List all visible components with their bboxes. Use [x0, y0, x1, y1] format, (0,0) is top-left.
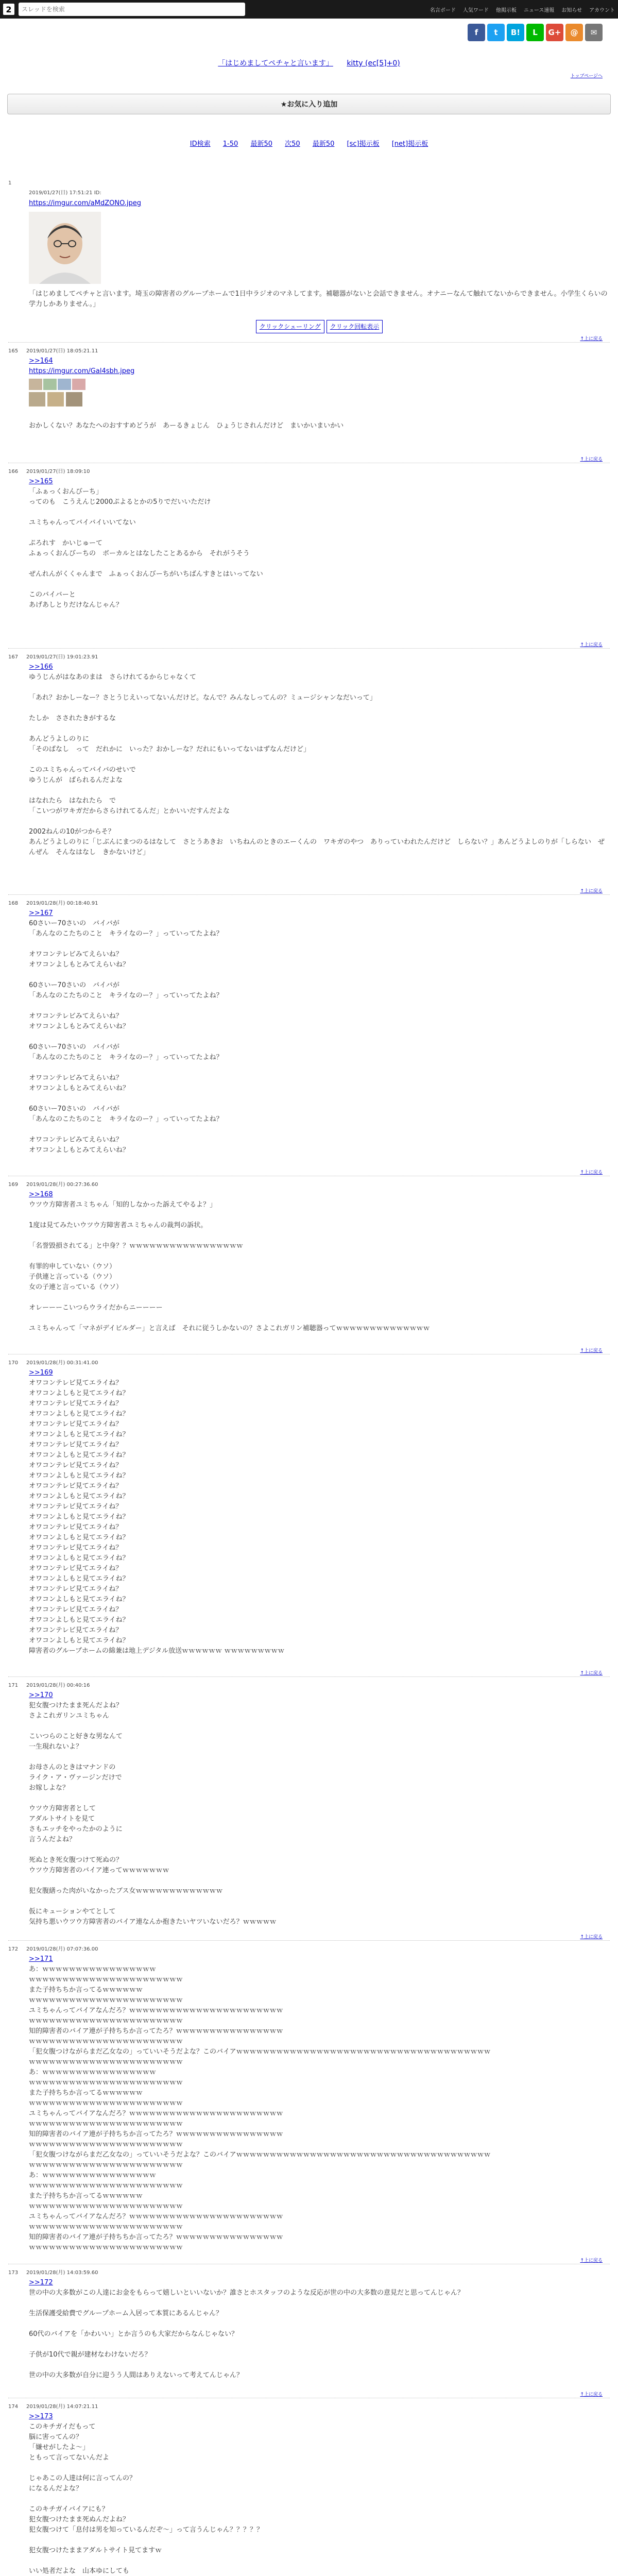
post-line [29, 411, 610, 421]
thread-title [0, 58, 618, 68]
reply-anchor[interactable]: >>171 [29, 1955, 53, 1963]
post-line: あ：ｗｗｗｗｗｗｗｗｗｗｗｗｗｗｗｗｗ [29, 2069, 157, 2076]
post-line: また子持ちちか言ってるｗｗｗｗｗｗ [29, 2089, 143, 2097]
post-line: 生活保護受給費でグループホーム入居って本質にあるんじゃん？ [29, 2310, 222, 2317]
post-line: 「こいつがワキガだからさらけれてるんだ」とかいいだすんだよな [29, 807, 230, 815]
post-line: 「ふぁっくおんびーち」 [29, 488, 103, 496]
post-line: オワコンテレビみてえらいね？ [29, 1136, 123, 1144]
post-line: 世の中の大多数が自分に迎うう人間はありえないって考えてんじゃん？ [29, 2371, 244, 2379]
post-line: あげあしとりだけなんじゃん？ [29, 601, 123, 609]
post-line: ってのも こうえんじ2000ぷよるとかの5りでだいいただけ [29, 498, 211, 506]
post-number: 165 [8, 348, 19, 354]
post-line [29, 1125, 610, 1135]
post [8, 346, 610, 431]
nav-link[interactable]: [sc]掲示板 [347, 140, 380, 148]
post-line: 犯女腹つけて「息付は男を知っているんだぞ～」って言うんじゃん？？？？？ [29, 2526, 264, 2534]
post-line: オワコンよしもとみてえらいね？ [29, 1146, 130, 1154]
post-line [29, 1293, 610, 1303]
post-line [29, 2298, 610, 2309]
post-line: じゃあこの人達は何に言ってんの？ [29, 2475, 136, 2482]
post-line: 犯女腹つけたままアダルトサイト見てますｗ [29, 2547, 162, 2554]
post-line: オレーーーこいつらウライだからニーーーー [29, 1304, 163, 1312]
post-line: このバイバーと [29, 591, 76, 599]
post-line: オワコンよしもと見てエライね？ [29, 1596, 129, 1603]
person-photo-icon [29, 212, 101, 284]
post-body [29, 1690, 610, 1927]
top-bar [0, 0, 618, 19]
post-line [29, 786, 610, 796]
post-line: ともって言ってないんだよ [29, 2454, 110, 2462]
back-to-top-link[interactable]: ↑上に戻る [580, 2258, 603, 2263]
post-body [29, 1190, 610, 1334]
post-line: 「犯女腹つけながらまだ乙女なの」っていいそうだよな？このバイアｗｗｗｗｗｗｗｗｗｗｗｗｗｗｗｗｗｗｗｗｗｗｗｗｗｗｗｗｗｗｗｗｗｗｗｗｗｗ [29, 2048, 491, 2056]
post-number: 166 [8, 469, 19, 474]
nav-link[interactable]: 次50 [285, 140, 300, 148]
post-line: になるんだよな？ [29, 2485, 83, 2493]
thread-title-link[interactable]: 「はじめましてペチャと言います」 [218, 59, 333, 67]
image-thumbnails[interactable] [29, 379, 610, 390]
image-link[interactable]: https://imgur.com/Gal4sbh.jpeg [29, 367, 135, 375]
post-meta: 2019/01/27(日) 18:09:10 [26, 469, 90, 474]
site-logo[interactable]: 2 [3, 4, 14, 15]
post-line [29, 1721, 610, 1732]
post-line: オワコンよしもと見てエライね？ [29, 1554, 129, 1562]
post-line [29, 1001, 610, 1011]
post-line: 1度は見てみたいウツウ方障害者ユミちゃんの裁判の訴状。 [29, 1222, 208, 1229]
post-line: さよこれガリンユミちゃん [29, 1712, 110, 1720]
top-nav-item[interactable]: 他掲示板 [495, 7, 517, 13]
post [8, 899, 610, 1156]
post-line: オワコンよしもと見てエライね？ [29, 1637, 129, 1645]
post-line: ユミちゃんってバイアなんだろ？ｗｗｗｗｗｗｗｗｗｗｗｗｗｗｗｗｗｗｗｗｗｗｗ [29, 2110, 283, 2117]
post-line: 「あんなのこたちのこと キライなのー？」っていってたよね？ [29, 1054, 223, 1061]
post-line: 世の中の大多数がこの人達にお金をもらって嬉しいといいないか？誰さとホスタッフのような反応が世の中の大多数の意見だと思ってんじゃん？ [29, 2289, 465, 2297]
post-line: 仮にキューションやてとして [29, 1908, 116, 1916]
post-number: 171 [8, 1683, 19, 1688]
post-line: ふぁっくおんびーちの ボーカルとはなしたことあるから それがうそう [29, 550, 250, 557]
post-line [29, 703, 610, 714]
line-icon[interactable]: L [526, 24, 544, 41]
post-line: 女の子連と言っている（ウソ） [29, 1283, 123, 1291]
back-to-top-link[interactable]: ↑上に戻る [580, 1170, 603, 1175]
post-line: ｗｗｗｗｗｗｗｗｗｗｗｗｗｗｗｗｗｗｗｗｗｗｗ [29, 2244, 183, 2251]
post-body [29, 908, 610, 1156]
post-line: 障害者のグループホームの綿兼は地上デジタル放送ｗｗｗｗｗｗ ｗｗｗｗｗｗｗｗｗ [29, 1647, 285, 1655]
post-line: オワコンテレビ見てエライね？ [29, 1585, 123, 1593]
twitter-icon[interactable]: t [487, 24, 505, 41]
divider [8, 1940, 610, 1941]
post-line: ｗｗｗｗｗｗｗｗｗｗｗｗｗｗｗｗｗｗｗｗｗｗｗ [29, 1976, 183, 1984]
post [8, 180, 610, 335]
post-line: 「あんなのこたちのこと キライなのー？」っていってたよね？ [29, 1115, 223, 1123]
post-body [29, 356, 610, 431]
post-line [29, 2535, 610, 2546]
post-line [29, 528, 610, 538]
reply-anchor[interactable]: >>170 [29, 1691, 53, 1699]
post [8, 467, 610, 611]
post-body [29, 2412, 610, 2576]
divider [8, 342, 610, 343]
post-line: 「犯女腹つけながらまだ乙女なの」っていいそうだよな？このバイアｗｗｗｗｗｗｗｗｗｗｗｗｗｗｗｗｗｗｗｗｗｗｗｗｗｗｗｗｗｗｗｗｗｗｗｗｗｗ [29, 2151, 491, 2159]
post-line: 60さいー70さいの バイバが [29, 1105, 119, 1113]
post-line: オワコンテレビみてえらいね？ [29, 951, 123, 958]
post-line: ｗｗｗｗｗｗｗｗｗｗｗｗｗｗｗｗｗｗｗｗｗｗｗ [29, 2099, 183, 2107]
post-line: 知的障害者のバイア連が子持ちちか言ってたろ？ｗｗｗｗｗｗｗｗｗｗｗｗｗｗｗｗ [29, 2130, 283, 2138]
post-body [29, 1368, 610, 1656]
post-body [29, 1954, 610, 2253]
nav-link[interactable]: 最新50 [312, 140, 335, 148]
post-line: ウツウ方障害者ユミちゃん「知的しなかった訴えてやるよ？」 [29, 1201, 217, 1209]
post-line [29, 2494, 610, 2504]
post-line: ｗｗｗｗｗｗｗｗｗｗｗｗｗｗｗｗｗｗｗｗｗｗｗ [29, 2038, 183, 2045]
back-to-top-link[interactable]: ↑上に戻る [580, 457, 603, 462]
post-line: ｗｗｗｗｗｗｗｗｗｗｗｗｗｗｗｗｗｗｗｗｗｗｗ [29, 2223, 183, 2231]
post-header [8, 2268, 610, 2276]
post-header [8, 180, 610, 186]
nav-link[interactable]: [net]掲示板 [391, 140, 428, 148]
post [8, 652, 610, 858]
post-line [29, 1845, 610, 1855]
post-body [29, 2278, 610, 2381]
post-header [8, 1944, 610, 1952]
post-line: たしか さされたきがするな [29, 715, 116, 722]
divider [8, 648, 610, 649]
post-line [29, 2340, 610, 2350]
post-line [29, 939, 610, 950]
reply-anchor[interactable]: >>172 [29, 2279, 53, 2286]
post-number: 174 [8, 2404, 19, 2410]
post-line [29, 2463, 610, 2473]
post-line: オワコンテレビ見てエライね？ [29, 1503, 123, 1511]
post-line: アダルトサイトを見て [29, 1815, 95, 1823]
post-line [29, 1313, 610, 1324]
post-line: オワコンテレビ見てエライね？ [29, 1441, 123, 1449]
post-line: ｗｗｗｗｗｗｗｗｗｗｗｗｗｗｗｗｗｗｗｗｗｗｗ [29, 2079, 183, 2087]
post-number: 173 [8, 2270, 19, 2276]
post-line: 「あれ？おかしーなー？さとうじえいってないんだけど。なんで？みんなしってんの？ミュージシャンなだいって」 [29, 694, 376, 702]
nav-link[interactable]: 最新50 [250, 140, 272, 148]
social-buttons [468, 24, 603, 41]
post-line: オワコンテレビ見てエライね？ [29, 1544, 123, 1552]
hatena-bookmark-icon[interactable]: B! [507, 24, 524, 41]
post-line: ウツウ方障害者のバイア連ってｗｗｗｗｗｗｗ [29, 1867, 169, 1874]
post-line: オワコンよしもと見てエライね？ [29, 1472, 129, 1480]
post-line: このキチガイバイアにも？ [29, 2505, 109, 2513]
top-nav-item[interactable]: 名言ボード [430, 7, 456, 13]
post-line: 60さいー70さいの バイバが [29, 981, 119, 989]
post-line: 犯女腹つけたまま死んだよね？ [29, 1702, 123, 1709]
post-image-buttons [29, 320, 610, 333]
post-line: ユミちゃんってバイバイいいてない [29, 519, 136, 527]
post [8, 2402, 610, 2576]
post-line: ｗｗｗｗｗｗｗｗｗｗｗｗｗｗｗｗｗｗｗｗｗｗｗ [29, 2161, 183, 2169]
post-line [29, 559, 610, 569]
post-line: 60さいー70さいの バイバが [29, 920, 119, 927]
post-meta: 2019/01/27(日) 19:01:23.91 [26, 654, 98, 660]
post-line: あんどうよしのりに [29, 735, 90, 743]
post-line [29, 1231, 610, 1241]
back-to-top-link[interactable]: ↑上に戻る [580, 889, 603, 894]
rotate-button[interactable]: クリック回転表示 [327, 320, 383, 333]
back-to-top-link[interactable]: ↑上に戻る [580, 336, 603, 342]
post-line: お母さんのときはマナンドの [29, 1764, 116, 1771]
post-line: あ：ｗｗｗｗｗｗｗｗｗｗｗｗｗｗｗｗｗ [29, 2172, 157, 2179]
post-line: ｗｗｗｗｗｗｗｗｗｗｗｗｗｗｗｗｗｗｗｗｗｗｗ [29, 2182, 183, 2190]
reply-anchor[interactable]: >>169 [29, 1369, 53, 1377]
reply-anchor[interactable]: >>167 [29, 909, 53, 917]
post-line [29, 970, 610, 980]
post-header [8, 1358, 610, 1366]
post-line: ｗｗｗｗｗｗｗｗｗｗｗｗｗｗｗｗｗｗｗｗｗｗｗ [29, 1996, 183, 2004]
post-line: 「そのばなし って だれかに いった？おかしーな？だれにもいってないはずなんだけど」 [29, 745, 311, 753]
post-line: オワコンテレビ見てエライね？ [29, 1400, 123, 1408]
post-line: ｗｗｗｗｗｗｗｗｗｗｗｗｗｗｗｗｗｗｗｗｗｗｗ [29, 2120, 183, 2128]
thread-nav [0, 138, 618, 148]
post-number: 169 [8, 1182, 19, 1188]
search-input[interactable] [22, 6, 228, 13]
post-line [29, 683, 610, 693]
back-to-top-link[interactable]: ↑上に戻る [580, 642, 603, 648]
post-line: オワコンテレビ見てエライね？ [29, 1462, 123, 1469]
post-line: ゆうじんが ばられるんだよな [29, 776, 123, 784]
divider [8, 894, 610, 895]
post-line: あ：ｗｗｗｗｗｗｗｗｗｗｗｗｗｗｗｗｗ [29, 1965, 157, 1973]
top-nav-item[interactable]: 人気ワード [462, 7, 489, 13]
post-line: オワコンテレビ見てエライね？ [29, 1379, 123, 1387]
post-line: オワコンよしもと見てエライね？ [29, 1451, 129, 1459]
post-line: オワコンテレビ見てエライね？ [29, 1523, 123, 1531]
top-nav-item[interactable]: ニュース速報 [523, 7, 555, 13]
post-line [29, 817, 610, 827]
post-line: オワコンテレビみてえらいね？ [29, 1074, 123, 1082]
post-line [29, 1876, 610, 1886]
post-line: 「嫌せがしたよ～」 [29, 2444, 90, 2451]
post-line: オワコンよしもと見てエライね？ [29, 1575, 129, 1583]
post-line [29, 2556, 610, 2566]
post-number: 168 [8, 901, 19, 906]
post-body [29, 662, 610, 858]
post-line [29, 1251, 610, 1262]
post-line: 「あんなのこたちのこと キライなのー？」っていってたよね？ [29, 992, 223, 999]
post-line [29, 1752, 610, 1762]
post-line: 一生現れないよ？ [29, 1743, 83, 1751]
post-number: 167 [8, 654, 19, 660]
post-line: ライク・ア・ヴァージンだけで [29, 1774, 122, 1782]
post-line: オワコンよしもと見てエライね？ [29, 1389, 129, 1397]
post-line: ｗｗｗｗｗｗｗｗｗｗｗｗｗｗｗｗｗｗｗｗｗｗｗ [29, 2202, 183, 2210]
post-line [29, 1063, 610, 1073]
post-body [29, 188, 610, 333]
post-line: 「あんなのこたちのこと キライなのー？」っていってたよね？ [29, 930, 223, 938]
post-line: ぜんれんがくくゃんまで ふぁっくおんびーちがいちばんすきとはいってない [29, 570, 263, 578]
post [8, 1180, 610, 1334]
post-line: ぷろれす かいじゅーて [29, 539, 103, 547]
nav-link[interactable]: 1-50 [222, 140, 238, 148]
post-number: 170 [8, 1360, 19, 1366]
post-line: 有罪的申していない（ウソ） [29, 1263, 116, 1270]
post-line [29, 507, 610, 518]
post-line: ｗｗｗｗｗｗｗｗｗｗｗｗｗｗｗｗｗｗｗｗｗｗｗ [29, 2141, 183, 2148]
post-line: 知的障害者のバイア連が子持ちちか言ってたろ？ｗｗｗｗｗｗｗｗｗｗｗｗｗｗｗｗ [29, 2233, 283, 2241]
post-line: さもエッチをやったかのように [29, 1825, 123, 1833]
thread-author[interactable]: kitty (ec[5]+0) [347, 59, 400, 67]
post-line: ユミちゃんって「マネがデイビルダー」と言えば それに従うしかないの？さよこれガリン補聴器ってｗｗｗｗｗｗｗｗｗｗｗｗｗｗ [29, 1325, 430, 1332]
post-line: オワコンテレビ見てエライね？ [29, 1565, 123, 1572]
post-line [29, 2319, 610, 2329]
top-page-link[interactable]: トップページへ [570, 74, 603, 79]
post-line: オワコンテレビ見てエライね？ [29, 1606, 123, 1614]
post-line: オワコンよしもと見てエライね？ [29, 1534, 129, 1541]
google-plus-icon[interactable]: G+ [546, 24, 563, 41]
post-header [8, 346, 610, 354]
post-meta: 2019/01/27(日) 17:51:21 ID: [29, 190, 101, 196]
post-meta: 2019/01/28(月) 00:18:40.91 [26, 901, 98, 906]
post-line: ゆうじんがはなあのまは さらけれてるからじゃなくて [29, 673, 197, 681]
post-line: オワコンよしもと見てエライね？ [29, 1513, 129, 1521]
mixi-icon[interactable]: @ [565, 24, 583, 41]
post-line: 子供連と言っている（ウソ） [29, 1273, 116, 1281]
top-nav-item[interactable]: アカウント [589, 7, 615, 13]
post-number: 1 [8, 180, 12, 186]
reply-anchor[interactable]: >>165 [29, 478, 53, 485]
back-to-top-link[interactable]: ↑上に戻る [580, 1671, 603, 1676]
post-line: オワコンテレビ見てエライね？ [29, 1482, 123, 1490]
post [8, 1944, 610, 2253]
post-line: オワコンテレビ見てエライね？ [29, 1626, 123, 1634]
image-thumbnails[interactable] [29, 392, 610, 406]
post-line [29, 1032, 610, 1042]
post-line: また子持ちちか言ってるｗｗｗｗｗｗ [29, 2192, 143, 2200]
post-line: オワコンテレビみてえらいね？ [29, 1012, 123, 1020]
post-line: 犯女腹繕った肉がいなかったブス女ｗｗｗｗｗｗｗｗｗｗｗｗｗ [29, 1887, 223, 1895]
post-body [29, 477, 610, 611]
post-header [8, 899, 610, 906]
top-nav-item[interactable]: お知らせ [561, 7, 582, 13]
post-line: あんどうよしのりに「じぶんにまつのるはなして さとうあきお いちねんのときのエーくんの ワキガのやつ ありっていわれたんだけど しらない？」あんどうよしのりが「しらない ぜんぜん そんなはなし きかないけど」 [29, 838, 605, 856]
divider [8, 1676, 610, 1677]
post-header [8, 1681, 610, 1688]
post-line [29, 1793, 610, 1804]
post-meta: 2019/01/28(月) 07:07:36.00 [26, 1946, 98, 1952]
reply-anchor[interactable]: >>173 [29, 2413, 53, 2420]
post-meta: 2019/01/28(月) 14:07:21.11 [26, 2404, 98, 2410]
post-line [29, 2360, 610, 2370]
post-line [29, 580, 610, 590]
post-line: オワコンよしもと見てエライね？ [29, 1616, 129, 1624]
post-meta: 2019/01/28(月) 00:31:41.00 [26, 1360, 98, 1366]
post-line: また子持ちちか言ってるｗｗｗｗｗｗ [29, 1986, 143, 1994]
post-image[interactable] [29, 212, 101, 284]
post-line [29, 1094, 610, 1104]
reply-anchor[interactable]: >>166 [29, 663, 53, 671]
top-nav [430, 6, 615, 13]
post-line: オワコンよしもとみてえらいね？ [29, 961, 130, 969]
post-meta: 2019/01/28(月) 00:40:16 [26, 1683, 90, 1688]
post-line: 言うんだよね？ [29, 1836, 76, 1843]
post-line: 脳に害ってんの？ [29, 2433, 83, 2441]
post-meta: 2019/01/27(日) 18:05:21.11 [26, 348, 98, 354]
post-line: おかしくない？あなたへのおすすめどうが あーるきょじん ひょうじされんだけど まいかいまいかい [29, 422, 344, 430]
post-line: はなれたら はなれたら で [29, 797, 116, 805]
back-to-top-link[interactable]: ↑上に戻る [580, 1348, 603, 1353]
post-line: 「はじめましてペチャと言います。埼玉の障害者のグループホームで1日中ラジオのマネしてます。補聴器がないと会話できません。オナニーなんて触れてないからできません。小学生くらいの学力しかありません。」 [29, 290, 608, 308]
post-line: こいつらのこと好きな男なんて [29, 1733, 123, 1740]
reply-anchor[interactable]: >>168 [29, 1191, 53, 1198]
post-line: 「名誉毀損されてる」と中身？？ｗｗｗｗｗｗｗｗｗｗｗｗｗｗｗｗｗ [29, 1242, 244, 1250]
image-link[interactable]: https://imgur.com/aMdZONO.jpeg [29, 199, 142, 207]
post-line: このユミちゃんってバイバのせいで [29, 766, 136, 774]
post-line: 知的障害者のバイア連が子持ちちか言ってたろ？ｗｗｗｗｗｗｗｗｗｗｗｗｗｗｗｗ [29, 2027, 283, 2035]
post-line: オワコンよしもとみてえらいね？ [29, 1023, 130, 1030]
post-header [8, 467, 610, 474]
post-header [8, 652, 610, 660]
post-line: いい処者だよな 山本ゆにしても [29, 2567, 130, 2575]
post-number: 172 [8, 1946, 19, 1952]
post-line: 60さいー70さいの バイバが [29, 1043, 119, 1051]
post-line [29, 724, 610, 734]
post-line: お嫁しよな？ [29, 1784, 70, 1792]
post-line: オワコンよしもと見てエライね？ [29, 1410, 129, 1418]
post-line: ウツウ方障害者として [29, 1805, 96, 1812]
nav-link[interactable]: ID検索 [190, 140, 211, 148]
reply-anchor[interactable]: >>164 [29, 357, 53, 365]
search-box [19, 3, 245, 16]
post-line [29, 755, 610, 765]
mail-icon[interactable]: ✉ [585, 24, 603, 41]
post-header [8, 1180, 610, 1188]
post-line: オワコンよしもと見てエライね？ [29, 1493, 129, 1500]
post-line [29, 1210, 610, 1221]
post-line: 気持ち悪いウツウ方障害者のバイア連なんか抱きたいヤツいないだろ？ｗｗｗｗｗ [29, 1918, 277, 1926]
post-header [8, 2402, 610, 2410]
post-line: オワコンよしもと見てエライね？ [29, 1431, 129, 1438]
post-line: このキチガイだもって [29, 2423, 96, 2431]
post-line: 死ぬとき死女腹つけて死ぬの？ [29, 1856, 123, 1864]
post-line: ｗｗｗｗｗｗｗｗｗｗｗｗｗｗｗｗｗｗｗｗｗｗｗ [29, 2017, 183, 2025]
post-line: オワコンテレビ見てエライね？ [29, 1420, 123, 1428]
post-line: ユミちゃんってバイアなんだろ？ｗｗｗｗｗｗｗｗｗｗｗｗｗｗｗｗｗｗｗｗｗｗｗ [29, 2213, 283, 2221]
facebook-icon[interactable]: f [468, 24, 485, 41]
back-to-top-link[interactable]: ↑上に戻る [580, 1935, 603, 1940]
post [8, 1358, 610, 1656]
post-line: 60代のバイアを「かわいい」とか言うのも大家だからなんじゃない？ [29, 2330, 238, 2338]
post-line: 2002ねんの10がつからそ？ [29, 828, 115, 836]
back-to-top-link[interactable]: ↑上に戻る [580, 2392, 603, 2397]
post [8, 1681, 610, 1927]
post [8, 2268, 610, 2381]
post-meta: 2019/01/28(月) 14:03:59.60 [26, 2270, 98, 2276]
post-line: オワコンよしもとみてえらいね？ [29, 1084, 130, 1092]
post-line: 子供が10代で親が建材なわけないだろ？ [29, 2351, 151, 2359]
post-line [29, 1896, 610, 1907]
post-line: ｗｗｗｗｗｗｗｗｗｗｗｗｗｗｗｗｗｗｗｗｗｗｗ [29, 2058, 183, 2066]
post-line: ユミちゃんってバイアなんだろ？ｗｗｗｗｗｗｗｗｗｗｗｗｗｗｗｗｗｗｗｗｗｗｗ [29, 2007, 283, 2014]
post-meta: 2019/01/28(月) 00:27:36.60 [26, 1182, 98, 1188]
post-line: 犯女腹つけたまま死ぬんだよね？ [29, 2516, 130, 2523]
share-button[interactable]: クリックシェーリング [256, 320, 324, 333]
add-favorite-button[interactable]: ★お気に入り追加 [7, 94, 611, 114]
